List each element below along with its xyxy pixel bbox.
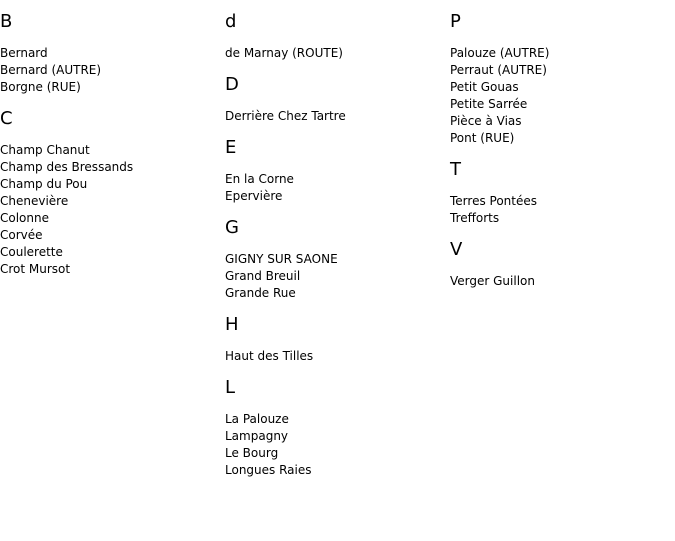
street-item[interactable]: Champ des Bressands [0,160,134,174]
letter-group [225,377,449,479]
street-list [225,45,449,62]
street-item[interactable]: GIGNY SUR SAONE [225,252,338,266]
street-item[interactable]: Crot Mursot [0,262,71,276]
street-list [450,273,674,290]
street-item[interactable]: Petit Gouas [450,80,519,94]
street-item[interactable]: Pièce à Vias [450,114,522,128]
street-item[interactable]: Borgne (RUE) [0,80,81,94]
street-list [225,108,449,125]
street-list [0,142,224,278]
street-item[interactable]: Petite Sarrée [450,97,528,111]
street-item[interactable]: Corvée [0,228,43,242]
letter-group [225,11,449,62]
street-item[interactable]: Palouze (AUTRE) [450,46,550,60]
street-item[interactable]: Verger Guillon [450,274,535,288]
street-item[interactable]: Longues Raies [225,463,312,477]
letter-group [225,137,449,205]
street-list [225,348,449,365]
street-item[interactable]: Colonne [0,211,49,225]
street-item[interactable]: de Marnay (ROUTE) [225,46,343,60]
letter-group [225,217,449,302]
index-column-1 [0,0,224,290]
street-item[interactable]: Pont (RUE) [450,131,515,145]
letter-heading: V [450,239,463,260]
street-item[interactable]: Le Bourg [225,446,279,460]
index-column-2 [225,0,449,491]
letter-heading: D [225,74,239,95]
letter-group [450,159,674,227]
letter-heading: P [450,11,461,32]
letter-group [450,239,674,290]
street-item[interactable]: Terres Pontées [450,194,537,208]
letter-group [225,74,449,125]
letter-heading: d [225,11,237,32]
street-item[interactable]: Perraut (AUTRE) [450,63,547,77]
letter-heading: H [225,314,239,335]
letter-group [225,314,449,365]
letter-heading: C [0,108,13,129]
street-item[interactable]: Bernard [0,46,48,60]
letter-group [450,11,674,147]
index-column-3 [450,0,674,302]
street-list [450,45,674,147]
street-item[interactable]: Haut des Tilles [225,349,314,363]
street-item[interactable]: Grand Breuil [225,269,301,283]
street-list [0,45,224,96]
street-item[interactable]: En la Corne [225,172,294,186]
letter-heading: B [0,11,13,32]
street-list [225,171,449,205]
street-item[interactable]: Champ Chanut [0,143,90,157]
street-item[interactable]: Trefforts [450,211,500,225]
letter-group [0,108,224,278]
street-item[interactable]: Lampagny [225,429,289,443]
letter-heading: T [450,159,461,180]
street-item[interactable]: Epervière [225,189,283,203]
street-item[interactable]: La Palouze [225,412,289,426]
street-list [450,193,674,227]
street-item[interactable]: Chenevière [0,194,69,208]
street-item[interactable]: Champ du Pou [0,177,88,191]
street-item[interactable]: Grande Rue [225,286,296,300]
street-list [225,411,449,479]
street-list [225,251,449,302]
street-item[interactable]: Derrière Chez Tartre [225,109,346,123]
street-item[interactable]: Coulerette [0,245,63,259]
letter-heading: E [225,137,237,158]
letter-heading: G [225,217,239,238]
street-item[interactable]: Bernard (AUTRE) [0,63,102,77]
letter-heading: L [225,377,236,398]
letter-group [0,11,224,96]
